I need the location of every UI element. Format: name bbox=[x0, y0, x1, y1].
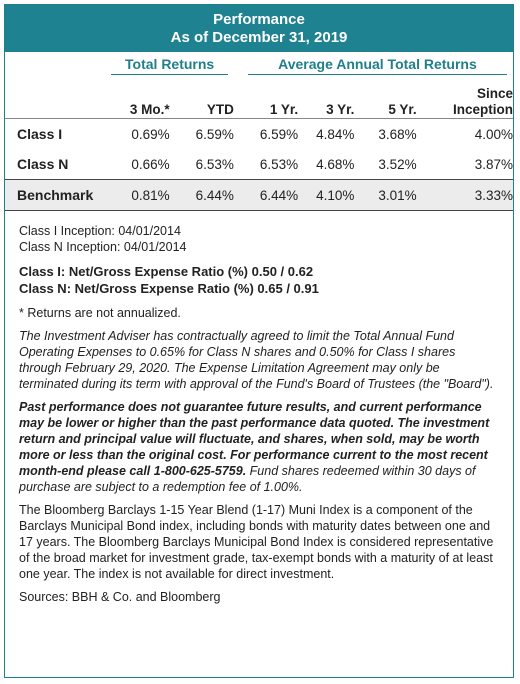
inception-class-n: Class N Inception: 04/01/2014 bbox=[19, 240, 187, 254]
col-3mo: 3 Mo.* bbox=[129, 102, 170, 117]
cell: 4.84% bbox=[316, 126, 355, 142]
table-row-benchmark bbox=[5, 180, 513, 211]
col-since-inception: Since Inception bbox=[453, 86, 513, 117]
past-performance-disclosure bbox=[19, 399, 501, 495]
panel-subtitle: As of December 31, 2019 bbox=[170, 29, 348, 46]
row-label: Class I bbox=[17, 126, 63, 142]
cell: 6.44% bbox=[170, 180, 234, 211]
expense-ratios bbox=[19, 263, 501, 297]
row-label: Class N bbox=[17, 156, 69, 172]
cell: 4.10% bbox=[298, 180, 354, 211]
sources: Sources: BBH & Co. and Bloomberg bbox=[19, 590, 221, 604]
past-performance-text: Past performance does not guarantee future results, and current performance may be lower or higher than the past performance data quoted. The investment return and principal value will fluctuate, and shares, when sold, may be worth more or less than the original cost. For performance current to the most recent month-end please call 1-800-625-5759. bbox=[19, 400, 490, 478]
adviser-disclosure: The Investment Adviser has contractually agreed to limit the Total Annual Fund Operating Expenses to 0.65% for Class N shares and 0.50% for Class I shares through February 29, 2020. The Expense Limitation Agreement may only be terminated during its term with approval of the Fund's Board of Trustees (the "Board"). bbox=[19, 329, 494, 391]
col-3yr: 3 Yr. bbox=[326, 102, 355, 117]
table-row bbox=[5, 119, 513, 150]
expense-class-i: Class I: Net/Gross Expense Ratio (%) 0.50 / 0.62 bbox=[19, 264, 314, 279]
cell: 4.68% bbox=[316, 156, 355, 172]
cell: 3.68% bbox=[378, 126, 417, 142]
col-1yr: 1 Yr. bbox=[269, 102, 299, 117]
cell: 3.52% bbox=[378, 156, 417, 172]
annualized-note: * Returns are not annualized. bbox=[19, 306, 181, 320]
table-row bbox=[5, 149, 513, 180]
cell: 3.87% bbox=[474, 156, 513, 172]
cell: 6.53% bbox=[195, 156, 234, 172]
cell: 3.01% bbox=[354, 180, 416, 211]
cell: 3.33% bbox=[417, 180, 513, 211]
group-average-annual: Average Annual Total Returns bbox=[248, 56, 507, 75]
performance-panel bbox=[4, 4, 514, 678]
col-5yr: 5 Yr. bbox=[388, 102, 417, 117]
cell: 0.69% bbox=[131, 126, 170, 142]
inception-class-i: Class I Inception: 04/01/2014 bbox=[19, 224, 181, 238]
panel-header bbox=[5, 5, 513, 52]
col-ytd: YTD bbox=[206, 102, 234, 117]
expense-class-n: Class N: Net/Gross Expense Ratio (%) 0.65 / 0.91 bbox=[19, 281, 319, 296]
row-label: Benchmark bbox=[5, 180, 101, 211]
column-header-row bbox=[5, 78, 513, 119]
cell: 6.59% bbox=[195, 126, 234, 142]
cell: 0.66% bbox=[131, 156, 170, 172]
notes-section bbox=[5, 211, 513, 605]
cell: 0.81% bbox=[101, 180, 169, 211]
group-header-row bbox=[5, 52, 513, 78]
cell: 6.59% bbox=[259, 126, 299, 142]
group-total-returns: Total Returns bbox=[111, 56, 228, 75]
index-description: The Bloomberg Barclays 1-15 Year Blend (1-17) Muni Index is a component of the Barclays Municipal Bond index, including bonds with maturity dates between one and 17 years. The Bloomberg Barclays Municipal Bond Index is considered representative of the broad market for investment grade, tax-exempt bonds with a maturity of at least one year. The index is not available for direct investment. bbox=[19, 503, 494, 581]
panel-title: Performance bbox=[213, 11, 305, 28]
cell: 6.53% bbox=[259, 156, 299, 172]
cell: 4.00% bbox=[474, 126, 513, 142]
redemption-fee-text: Fund shares redeemed within 30 days of purchase are subject to a redemption fee of 1.00%. bbox=[19, 464, 476, 494]
performance-table bbox=[5, 52, 513, 211]
cell: 6.44% bbox=[234, 180, 298, 211]
